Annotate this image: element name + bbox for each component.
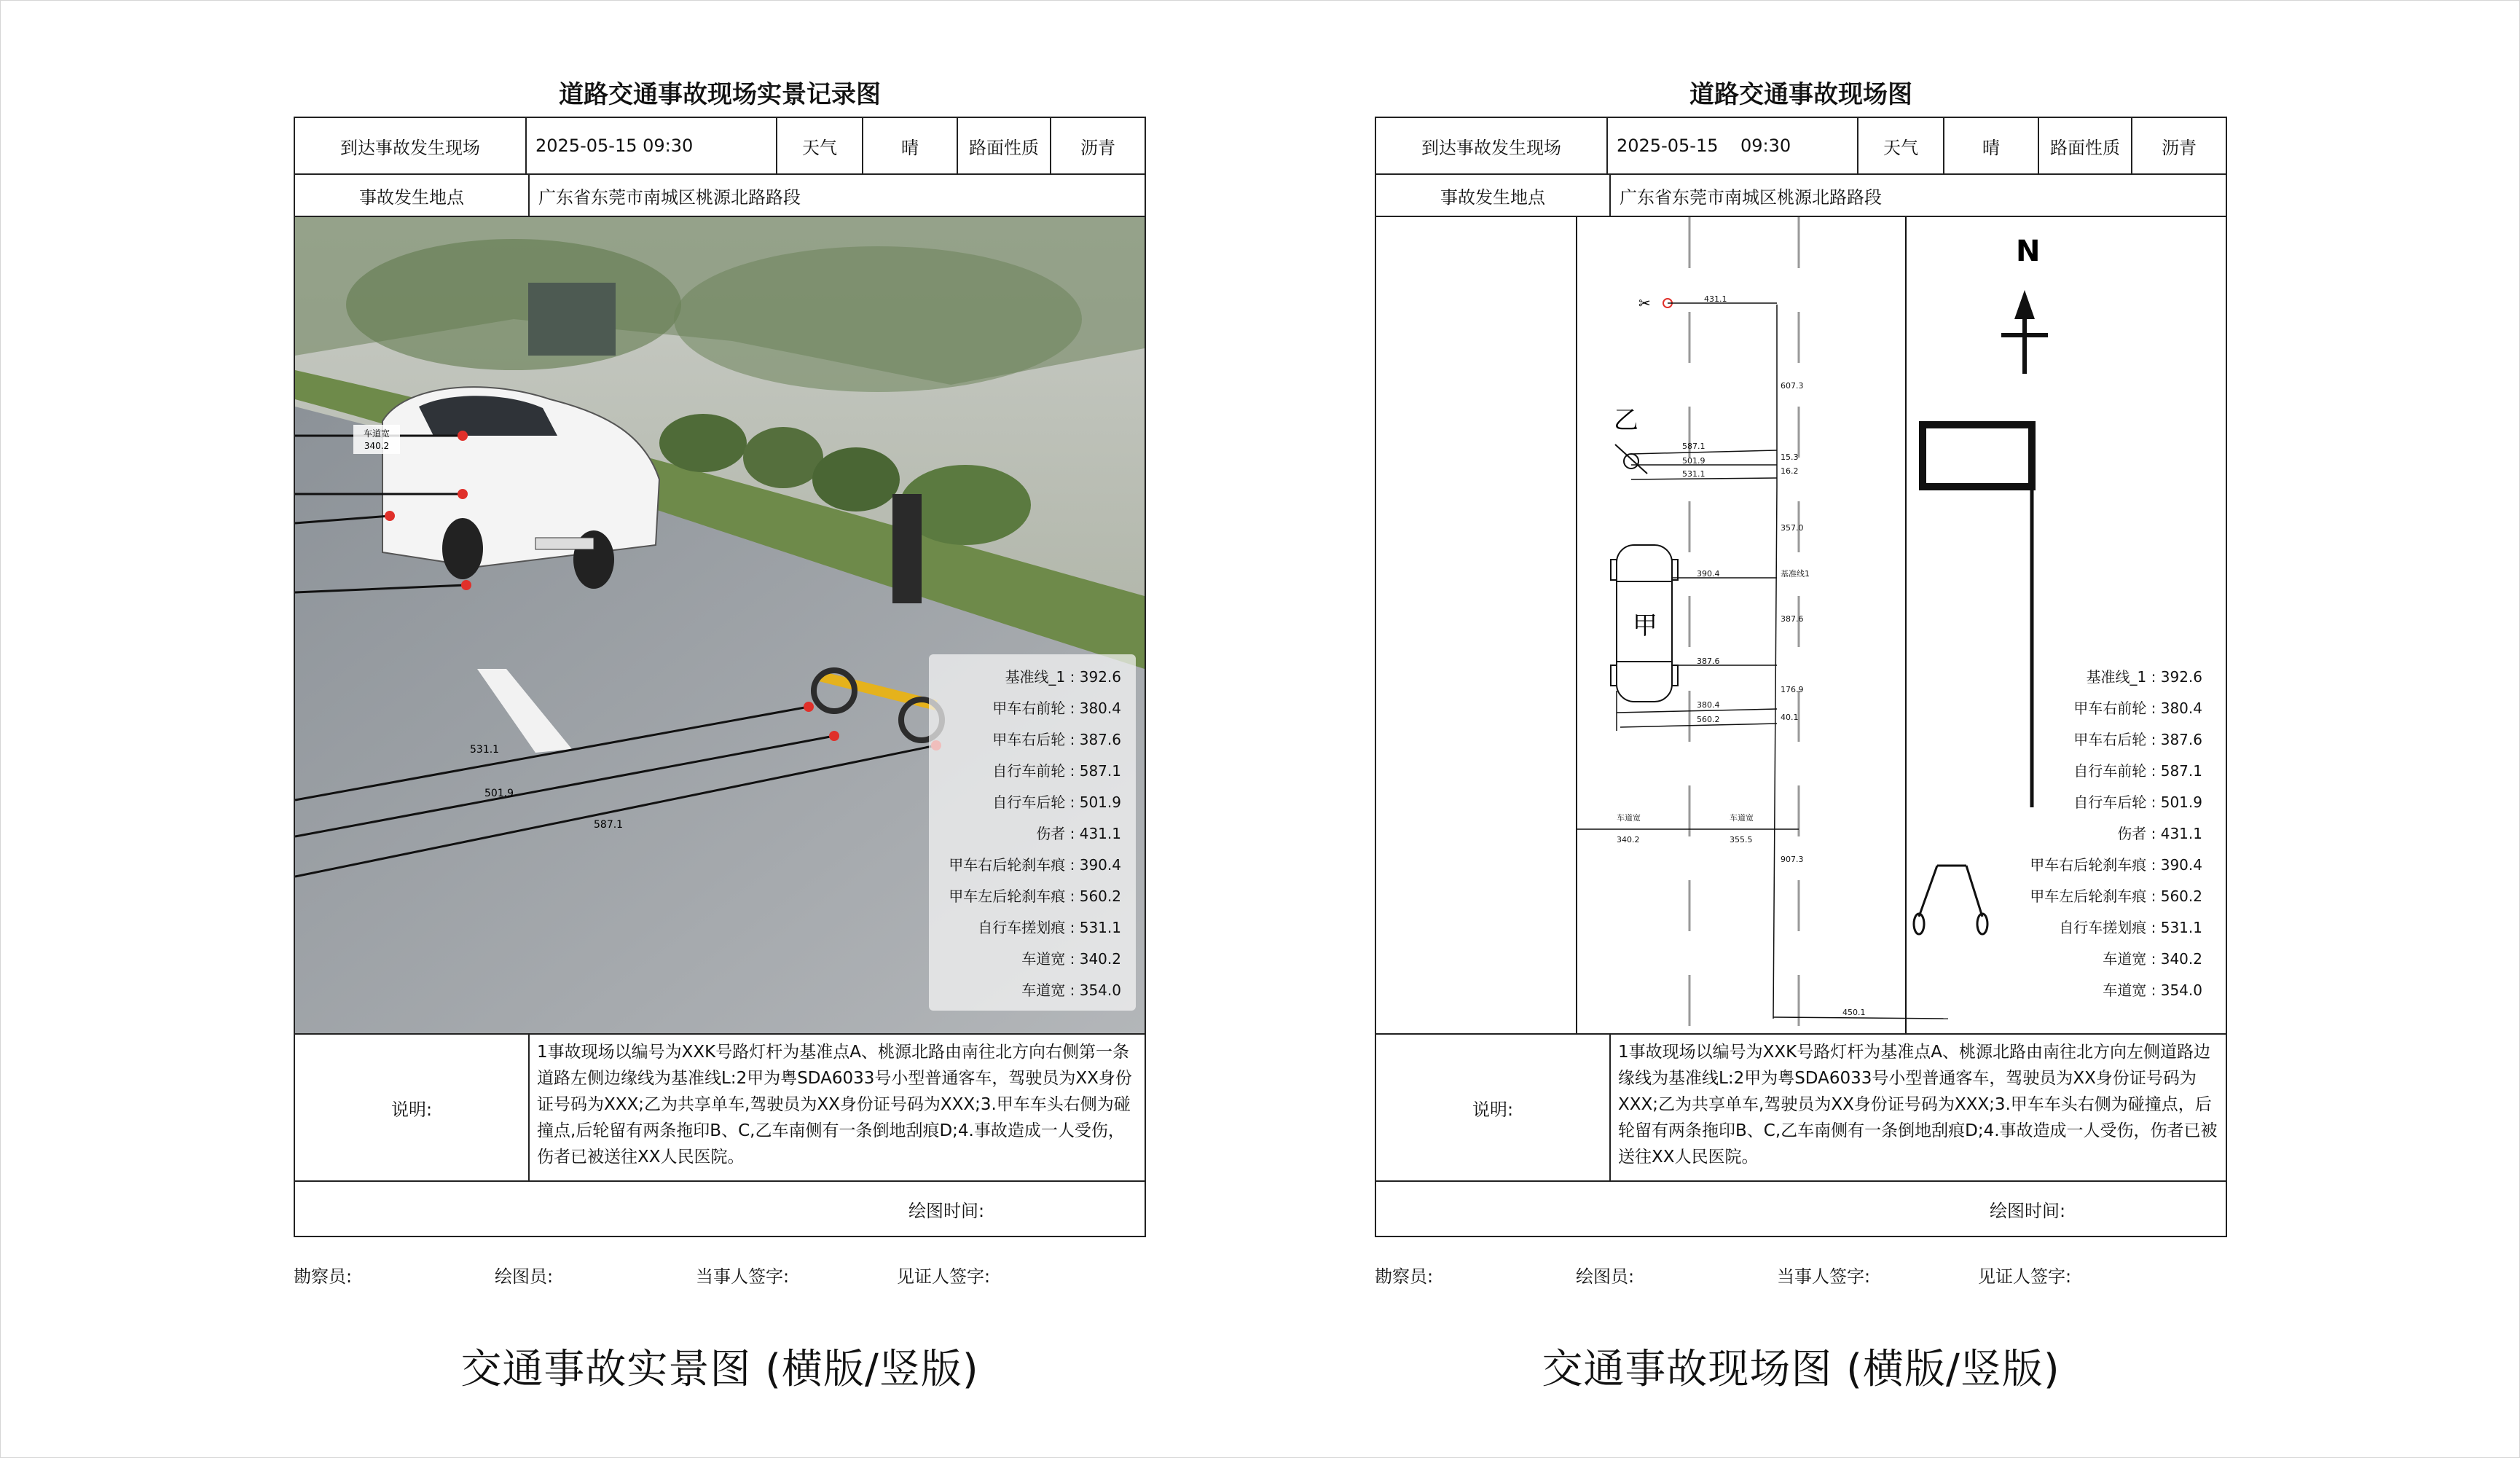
weather-label: 天气: [777, 118, 863, 173]
dim-label: 450.1: [1842, 1008, 1866, 1017]
signature-line: [1375, 1262, 2227, 1287]
legend-item: 甲车右后轮 : 387.6: [2073, 731, 2202, 748]
location-value: 广东省东莞市南城区桃源北路路段: [1620, 187, 1882, 208]
photo-lane-label: 车道宽: [363, 428, 390, 439]
header-row: [1376, 118, 2226, 175]
legend-item: 甲车右前轮 : 380.4: [2073, 699, 2202, 717]
legend-item: 车道宽 : 354.0: [1021, 981, 1121, 999]
legend-item: 甲车右后轮刹车痕 : 390.4: [2030, 856, 2202, 874]
arrival-time: 2025-05-15 09:30: [527, 118, 777, 173]
legend-item: 车道宽 : 340.2: [1021, 950, 1121, 968]
location-value: 广东省东莞市南城区桃源北路路段: [538, 187, 801, 208]
arrival-time: 2025-05-15 09:30: [1608, 118, 1858, 173]
party-signature: 当事人签字:: [1777, 1266, 1871, 1287]
dimension-labels: [1617, 294, 1866, 1017]
description-row: [1376, 1035, 2226, 1182]
record-form: [294, 117, 1146, 1237]
legend-item: 伤者 : 431.1: [1036, 825, 1121, 842]
diagram-form: [1375, 117, 2227, 1237]
dim-label: 501.9: [1682, 456, 1705, 466]
legend-item: 甲车左后轮刹车痕 : 560.2: [2030, 887, 2202, 905]
photo-lane-value: 340.2: [364, 441, 390, 451]
dim-label: 387.6: [1697, 657, 1720, 666]
photo-record-panel: [294, 73, 1146, 1287]
signature-line: [294, 1262, 1146, 1287]
dim-label: 340.2: [1617, 835, 1640, 844]
legend-item: 自行车搓划痕 : 531.1: [978, 919, 1121, 936]
bike-symbol: [1914, 866, 1987, 934]
legend-item: 自行车后轮 : 501.9: [992, 793, 1121, 811]
draw-time-label: 绘图时间:: [1990, 1200, 2066, 1221]
arrival-label: 到达事故发生现场: [1376, 118, 1608, 173]
description-row: [295, 1035, 1145, 1182]
legend-item: 基准线_1 : 392.6: [2086, 668, 2202, 686]
dim-label: 176.9: [1781, 685, 1804, 694]
bus-shape: [528, 283, 616, 356]
pedestrian-shape: [892, 494, 922, 603]
weather-value: 晴: [1944, 118, 2039, 173]
photo-legend: [929, 654, 1136, 1011]
location-row: [295, 175, 1145, 217]
location-label: 事故发生地点: [1376, 175, 1611, 216]
description-text: 1事故现场以编号为XXK号路灯杆为基准点A、桃源北路由南往北方向右侧第一条道路左侧边缘线为基准线L:2甲为粤SDA6033号小型普通客车，驾驶员为XX身份证号码为XXX;乙为共享单车,驾驶员为XX身份证号码为XXX;3.甲车车头右侧为碰撞点,后轮留有两条拖印B、C,乙车南侧有一条倒地刮痕D;4.事故造成一人受伤，伤者已被送往XX人民医院。: [537, 1043, 1132, 1167]
diagram-legend: [2010, 654, 2217, 1011]
road-label: 路面性质: [958, 118, 1051, 173]
lane-dividers: [1689, 217, 1799, 1033]
description-label: 说明:: [295, 1035, 530, 1180]
road-value: 沥青: [1080, 137, 1115, 158]
photo-measure-2: 501.9: [484, 788, 514, 799]
dim-label: 40.1: [1781, 713, 1799, 722]
dim-label: 607.3: [1781, 381, 1804, 391]
drawer-signature: 绘图员:: [495, 1266, 554, 1287]
left-caption: 交通事故实景图 (横版/竖版): [460, 1346, 979, 1393]
right-caption: 交通事故现场图 (横版/竖版): [1542, 1346, 2060, 1393]
dim-label: 431.1: [1704, 294, 1727, 304]
dim-label: 907.3: [1781, 855, 1804, 864]
dim-label: 355.5: [1730, 835, 1753, 844]
witness-signature: 见证人签字:: [1978, 1266, 2072, 1287]
injured-marker: ✂: [1638, 294, 1651, 312]
dim-label: 基准线1: [1781, 569, 1810, 579]
dim-label: 531.1: [1682, 469, 1705, 479]
description-label: 说明:: [1376, 1035, 1611, 1180]
photo-measure-1: 531.1: [470, 744, 500, 756]
bike-b-label: 乙: [1614, 406, 1638, 435]
surveyor-signature: 勘察员:: [294, 1266, 353, 1287]
scene-diagram: [1376, 217, 2226, 1035]
bike-b-wheel: [1624, 454, 1638, 469]
arrival-label: 到达事故发生现场: [295, 118, 527, 173]
draw-time-label: 绘图时间:: [908, 1200, 985, 1221]
legend-item: 甲车右前轮 : 380.4: [992, 699, 1121, 717]
weather-value: 晴: [863, 118, 958, 173]
north-label: N: [2016, 235, 2041, 268]
weather-label: 天气: [1858, 118, 1944, 173]
dim-label: 车道宽: [1730, 813, 1754, 823]
legend-item: 甲车右后轮刹车痕 : 390.4: [949, 856, 1121, 874]
location-label: 事故发生地点: [295, 175, 530, 216]
dim-label: 587.1: [1682, 442, 1705, 451]
dim-label: 390.4: [1697, 569, 1720, 579]
road-value: 沥青: [2162, 137, 2197, 158]
road-label: 路面性质: [2039, 118, 2132, 173]
north-arrow: [2001, 235, 2048, 374]
photo-measure-3: 587.1: [594, 819, 624, 831]
dim-label: 车道宽: [1617, 813, 1641, 823]
dim-label: 560.2: [1697, 715, 1720, 724]
dim-label: 387.6: [1781, 614, 1804, 624]
draw-time-row: [295, 1182, 1145, 1236]
scene-diagram-panel: [1375, 73, 2227, 1287]
location-row: [1376, 175, 2226, 217]
legend-item: 伤者 : 431.1: [2117, 825, 2202, 842]
panel-title: 道路交通事故现场图: [1689, 80, 1912, 109]
draw-time-row: [1376, 1182, 2226, 1236]
legend-item: 车道宽 : 340.2: [2103, 950, 2202, 968]
legend-item: 自行车前轮 : 587.1: [2073, 762, 2202, 780]
scene-photo: [295, 217, 1145, 1035]
dim-label: 16.2: [1781, 466, 1799, 476]
dim-label: 380.4: [1697, 700, 1720, 710]
dim-label: 357.0: [1781, 523, 1804, 533]
legend-item: 自行车后轮 : 501.9: [2073, 793, 2202, 811]
party-signature: 当事人签字:: [696, 1266, 790, 1287]
roadside-structure: [1923, 425, 2032, 487]
witness-signature: 见证人签字:: [897, 1266, 991, 1287]
legend-item: 自行车前轮 : 587.1: [992, 762, 1121, 780]
panel-title: 道路交通事故现场实景记录图: [559, 80, 881, 109]
dim-label: 15.3: [1781, 452, 1799, 462]
legend-item: 甲车右后轮 : 387.6: [992, 731, 1121, 748]
description-text: 1事故现场以编号为XXK号路灯杆为基准点A、桃源北路由南往北方向左侧道路边缘线为基准线L:2甲为粤SDA6033号小型普通客车，驾驶员为XX身份证号码为XXX;乙为共享单车,驾驶员为XX身份证号码为XXX;3.甲车车头右侧为碰撞点，后轮留有两条拖印B、C,乙车南侧有一条倒地刮痕D;4.事故造成一人受伤，伤者已被送往XX人民医院。: [1618, 1043, 2218, 1167]
car-a-label: 甲: [1633, 611, 1657, 640]
road-edges: [1577, 217, 1906, 1033]
header-row: [295, 118, 1145, 175]
legend-item: 车道宽 : 354.0: [2103, 981, 2202, 999]
legend-item: 自行车搓划痕 : 531.1: [2059, 919, 2202, 936]
legend-item: 甲车左后轮刹车痕 : 560.2: [949, 887, 1121, 905]
drawer-signature: 绘图员:: [1576, 1266, 1635, 1287]
surveyor-signature: 勘察员:: [1375, 1266, 1434, 1287]
legend-item: 基准线_1 : 392.6: [1005, 668, 1121, 686]
